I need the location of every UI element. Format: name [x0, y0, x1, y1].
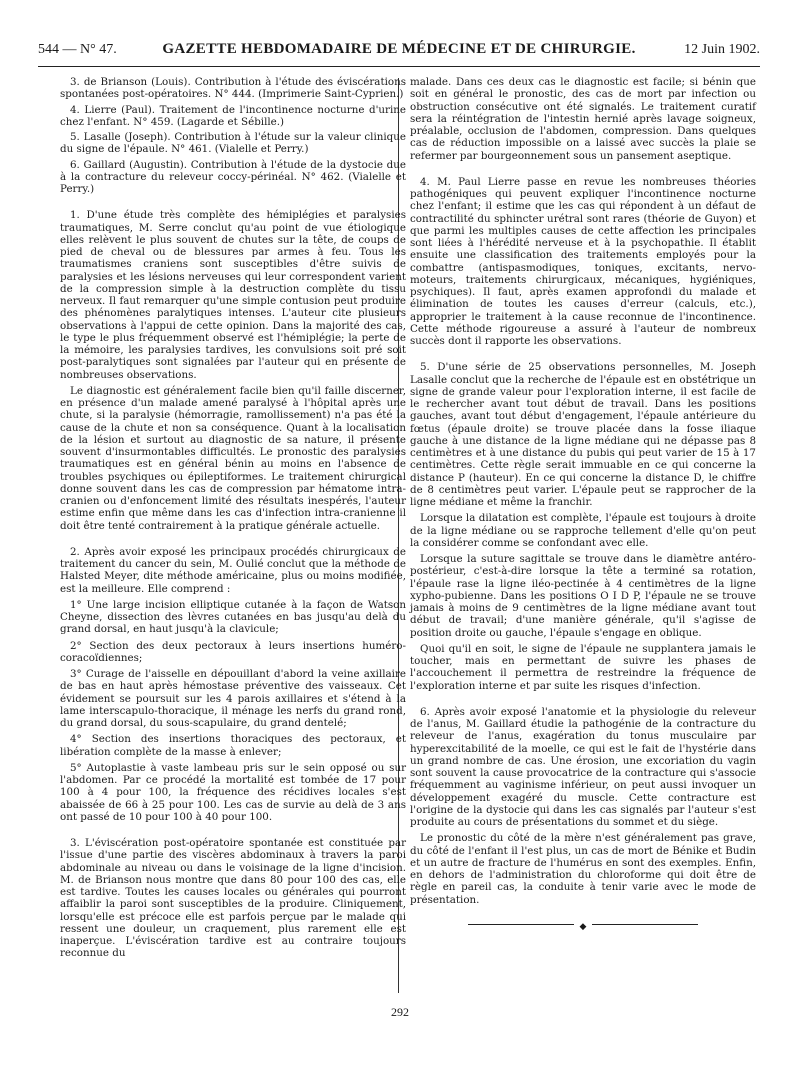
page-number: 292	[391, 1005, 409, 1019]
list-step: 2° Section des deux pectoraux à leurs insertions huméro-coracoïdiennes;	[60, 639, 406, 664]
paragraph: 1. D'une étude très complète des hémiplégies et paralysies traumatiques, M. Serre conclut qu'au point de vue étiologique elles relèvent le plus souvent de chutes sur la tête, de coups de pied de cheval ou de blessures par armes à feu. Tous les traumatismes craniens sont susceptibles d'être suivis de paralysies et les lésions nerveuses qui leur correspondent varient de la compression simple à la destruction complète du tissu nerveux. Il faut remarquer qu'une simple contusion peut produire des phénomènes paralytiques intenses. L'auteur cite plusieurs observations à l'appui de cette opinion. Dans la majorité des cas, le type le plus fréquemment observé est l'hémiplégie; la perte de la mémoire, les paralysies tardives, les convulsions soit pré soit post-paralytiques sont signalées par l'auteur qui en présente de nombreuses observations.	[60, 209, 406, 381]
paragraph: 2. Après avoir exposé les principaux procédés chirurgicaux de traitement du cancer du sein, M. Oulié conclut que la méthode de Halsted Meyer, dite méthode américaine, plus ou moins modifiée, est la meilleure. Elle comprend :	[60, 545, 406, 595]
right-column	[410, 76, 756, 930]
paragraph: Le diagnostic est généralement facile bien qu'il faille discerner, en présence d'un malade amené paralysé à l'hôpital après une chute, si la paralysie (hémorragie, ramollissement) n'a pas été la cause de la chute et non sa conséquence. Quant à la localisation de la lésion et surtout au diagnostic de sa nature, il présente souvent d'insurmontables difficultés. Le pronostic des paralysies traumatiques est en général bénin au moins en l'absence de troubles psychiques ou épileptiformes. Le traitement chirurgical donne souvent dans les cas de compression par hématome intra-cranien ou d'enfoncement limité des résultats inespérés, l'auteur estime enfin que même dans les cas d'infection intra-cranienne il doit être tenté contrairement à la pratique générale actuelle.	[60, 384, 406, 532]
diamond-ornament-icon: ◆	[574, 923, 593, 932]
reference-item: 3. de Brianson (Louis). Contribution à l'étude des éviscérations spontanées post-opératoires. N° 444. (Imprimerie Saint-Cyprien.)	[60, 76, 406, 101]
paragraph: malade. Dans ces deux cas le diagnostic est facile; si bénin que soit en général le pronostic, des cas de mort par infection ou obstruction consécutive ont été signalés. Le traitement curatif sera la réintégration de l'intestin hernié après lavage soigneux, préalable, occlusion de l'abdomen, compression. Dans quelques cas de réduction impossible on a laissé avec succès la plaie se refermer par bourgeonnement sous un pansement aseptique.	[410, 76, 756, 162]
left-column	[60, 76, 406, 964]
paragraph: 3. L'éviscération post-opératoire spontanée est constituée par l'issue d'une partie des viscères abdominaux à travers la paroi abdominale au niveau ou dans le voisinage de la ligne d'incision. M. de Brianson nous montre que dans 80 pour 100 des cas, elle est tardive. Toutes les causes locales ou générales qui pourront affaiblir la paroi sont susceptibles de la produire. Cliniquement, lorsqu'elle est précoce elle est parfois perçue par le malade qui ressent une douleur, un craquement, plus rarement elle est inaperçue. L'éviscération tardive est au contraire toujours reconnue du	[60, 837, 406, 960]
paragraph: Quoi qu'il en soit, le signe de l'épaule ne supplantera jamais le toucher, mais en permettant de suivre les phases de l'accouchement il permettra de restreindre la fréquence de l'exploration interne et par suite les risques d'infection.	[410, 642, 756, 692]
end-ornament	[468, 920, 698, 930]
paragraph: 4. M. Paul Lierre passe en revue les nombreuses théories pathogéniques qui peuvent expliquer l'incontinence nocturne chez l'enfant; il estime que les cas qui répondent à un défaut de contractilité du sphincter urétral sont rares (théorie de Guyon) et que parmi les multiples causes de cette affection les principales sont liées à l'hérédité nerveuse et à la psychopathie. Il établit ensuite une classification des traitements employés pour la combattre (antispasmodiques, toniques, excitants, nervo-moteurs, traitements chirurgicaux, mécaniques, hygiéniques, psychiques). Il faut, après examen approfondi du malade et élimination de toutes les causes d'erreur (calculs, etc.), approprier le traitement à la cause reconnue de l'incontinence. Cette méthode rigoureuse a assuré à l'auteur de nombreux succès dont il rapporte les observations.	[410, 175, 756, 347]
paragraph: Le pronostic du côté de la mère n'est généralement pas grave, du côté de l'enfant il l'est plus, un cas de mort de Bénike et Budin et un autre de fracture de l'humérus en sont des exemples. Enfin, en dehors de l'administration du chloroforme qui doit être de règle en pareil cas, la conduite à tenir varie avec le mode de présentation.	[410, 832, 756, 906]
reference-item: 6. Gaillard (Augustin). Contribution à l'étude de la dystocie due à la contracture du releveur coccy-périnéal. N° 462. (Vialelle et Perry.)	[60, 158, 406, 195]
paragraph: 6. Après avoir exposé l'anatomie et la physiologie du releveur de l'anus, M. Gaillard étudie la pathogénie de la contracture du releveur de l'anus, exagération du tonus musculaire par hyperexcitabilité de la moelle, ce qui est le fait de l'hystérie dans un grand nombre de cas. Une érosion, une excoriation du vagin sont souvent la cause provocatrice de la contracture qui s'associe fréquemment au vaginisme inférieur, on peut aussi invoquer un développement exagéré du muscle. Cette contracture est l'origine de la dystocie qui dans les cas signalés par l'auteur s'est produite au cours de présentations du sommet et du siège.	[410, 705, 756, 828]
list-step: 1° Une large incision elliptique cutanée à la façon de Watson Cheyne, dissection des lèvres cutanées en bas jusqu'au delà du grand dorsal, en haut jusqu'à la clavicule;	[60, 598, 406, 636]
paragraph: Lorsque la dilatation est complète, l'épaule est toujours à droite de la ligne médiane ou se rapproche tellement d'elle qu'on peut la considérer comme se confondant avec elle.	[410, 512, 756, 549]
list-step: 3° Curage de l'aisselle en dépouillant d'abord la veine axillaire de bas en haut après hémostase préventive des vaisseaux. Cet évidement se poursuit sur les 4 parois axillaires et s'étend à la lame interscapulo-thoracique, il ménage les nerfs du grand rond, du grand dorsal, du sous-scapulaire, du grand dentelé;	[60, 668, 406, 729]
reference-item: 4. Lierre (Paul). Traitement de l'incontinence nocturne d'urine chez l'enfant. N° 459. (Lagarde et Sébille.)	[60, 103, 406, 128]
page-header	[38, 36, 760, 67]
list-step: 4° Section des insertions thoraciques des pectoraux, et libération complète de la masse à enlever;	[60, 733, 406, 758]
issue-date: 12 Juin 1902.	[684, 42, 760, 57]
reference-item: 5. Lasalle (Joseph). Contribution à l'étude sur la valeur clinique du signe de l'épaule. N° 461. (Vialelle et Perry.)	[60, 131, 406, 156]
issue-number: 544 — N° 47.	[38, 42, 117, 57]
paragraph: Lorsque la suture sagittale se trouve dans le diamètre antéro-postérieur, c'est-à-dire lorsque la tête a terminé sa rotation, l'épaule rase la ligne iléo-pectinée à 4 centimètres de la ligne xypho-pubienne. Dans les positions O I D P, l'épaule ne se trouve jamais à moins de 9 centimètres de la ligne médiane avant tout début de travail; d'une manière générale, qu'il s'agisse de position droite ou gauche, l'épaule s'engage en oblique.	[410, 553, 756, 639]
list-step: 5° Autoplastie à vaste lambeau pris sur le sein opposé ou sur l'abdomen. Par ce procédé la mortalité est tombée de 17 pour 100 à 4 pour 100, la fréquence des récidives locales s'est abaissée de 66 à 25 pour 100. Les cas de survie au delà de 3 ans ont passé de 10 pour 100 à 40 pour 100.	[60, 761, 406, 823]
paragraph: 5. D'une série de 25 observations personnelles, M. Joseph Lasalle conclut que la recherche de l'épaule est en obstétrique un signe de grande valeur pour l'exploration interne, il est facile de le rechercher avant tout début de travail. Dans les positions gauches, avant tout début d'engagement, l'épaule antérieure du fœtus (épaule droite) se trouve placée dans la fosse iliaque gauche à une distance de la ligne médiane qui ne dépasse pas 8 centimètres et à une distance du pubis qui peut varier de 15 à 17 centimètres. Cette règle serait immuable en ce qui concerne la distance P (hauteur). En ce qui concerne la distance D, le chiffre de 8 centimètres peut varier. L'épaule peut se rapprocher de la ligne médiane et même la franchir.	[410, 361, 756, 508]
journal-title: GAZETTE HEBDOMADAIRE DE MÉDECINE ET DE CHIRURGIE.	[162, 41, 636, 57]
